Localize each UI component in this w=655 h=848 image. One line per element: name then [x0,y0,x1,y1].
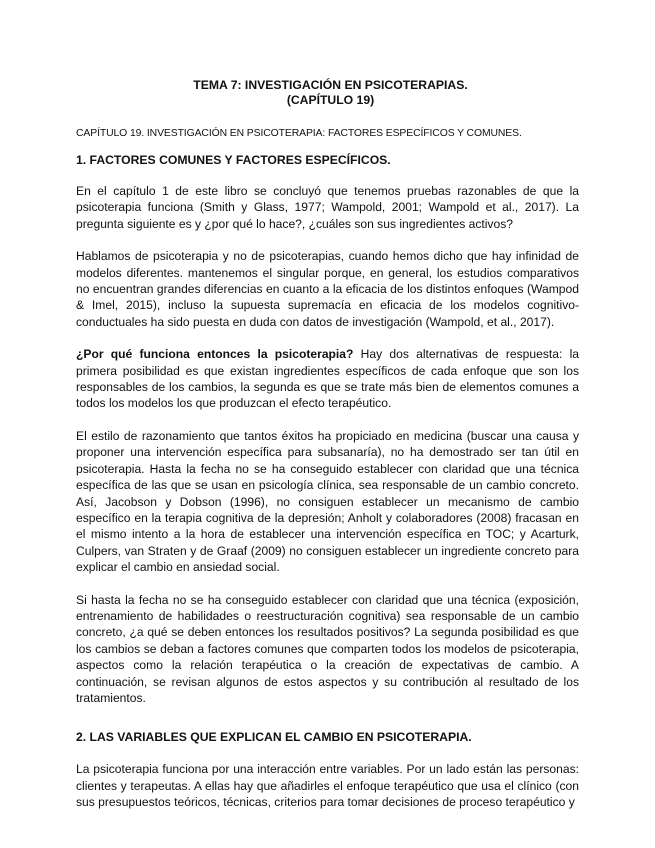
section-1-paragraph-4: El estilo de razonamiento que tantos éxitos ha propiciado en medicina (buscar una causa y proponer una intervención específica para subsanaría), no ha demostrado ser tan útil en psicoterapia. Hasta la fecha no se ha conseguido establecer con claridad que una técnica específica de las que se usan en psicología clínica, sea responsable de un cambio concreto. Así, Jacobson y Dobson (1996), no consiguen establecer un mecanismo de cambio específico en la terapia cognitiva de la depresión; Anholt y colaboradores (2008) fracasan en el mismo intento a la hora de establecer una intervención específica en TOC; y Acarturk, Culpers, van Straten y de Graaf (2009) no consiguen establecer un ingrediente concreto para explicar el cambio en ansiedad social. [76,428,579,575]
section-1-paragraph-2: Hablamos de psicoterapia y no de psicoterapias, cuando hemos dicho que hay infinidad de modelos diferentes. mantenemos el singular porque, en general, los estudios comparativos no encuentran grandes diferencias en cuanto a la eficacia de los distintos enfoques (Wampod & Imel, 2015), incluso la supuesta supremacía en eficacia de los modelos cognitivo-conductuales ha sido puesta en duda con datos de investigación (Wampold, et al., 2017). [76,249,579,329]
document-title [82,78,579,108]
section-2-heading: 2. LAS VARIABLES QUE EXPLICAN EL CAMBIO EN PSICOTERAPIA. [76,730,472,745]
document-page [76,78,579,811]
chapter-subtitle: CAPÍTULO 19. INVESTIGACIÓN EN PSICOTERAPIA: FACTORES ESPECÍFICOS Y COMUNES. [76,128,522,139]
paragraph-3-body: Hay dos alternativas de respuesta: la primera posibilidad es que existan ingredientes específicos de cada enfoque que son los responsables de los cambios, la segunda es que se trate más bien de elementos comunes a todos los modelos los que produzcan el efecto terapéutico. [76,347,579,411]
section-1-paragraph-1: En el capítulo 1 de este libro se concluyó que tenemos pruebas razonables de que la psicoterapia funciona (Smith y Glass, 1977; Wampold, 2001; Wampold et al., 2017). La pregunta siguiente es y ¿por qué lo hace?, ¿cuáles son sus ingredientes activos? [76,184,579,231]
section-1-paragraph-3 [76,346,579,412]
section-1-paragraph-5: Si hasta la fecha no se ha conseguido establecer con claridad que una técnica (exposición, entrenamiento de habilidades o reestructuración cognitiva) sea responsable de un cambio concreto, ¿a qué se deben entonces los resultados positivos? La segunda posibilidad es que los cambios se deban a factores comunes que comparten todos los modelos de psicoterapia, aspectos como la relación terapéutica o la creación de expectativas de cambio. A continuación, se revisan algunos de estos aspectos y su contribución al resultado de los tratamientos. [76,592,579,705]
section-2-paragraph-1: La psicoterapia funciona por una interacción entre variables. Por un lado están las personas: clientes y terapeutas. A ellas hay que añadirles el enfoque terapéutico que usa el clínico (con sus presupuestos teóricos, técnicas, criterios para tomar decisiones de proceso terapéutico y [76,762,579,810]
title-line-1: TEMA 7: INVESTIGACIÓN EN PSICOTERAPIAS. [193,78,468,92]
paragraph-lead-question: ¿Por qué funciona entonces la psicoterapia? [76,347,354,362]
section-1-heading: 1. FACTORES COMUNES Y FACTORES ESPECÍFICOS. [76,153,391,167]
title-line-2: (CAPÍTULO 19) [286,93,375,107]
